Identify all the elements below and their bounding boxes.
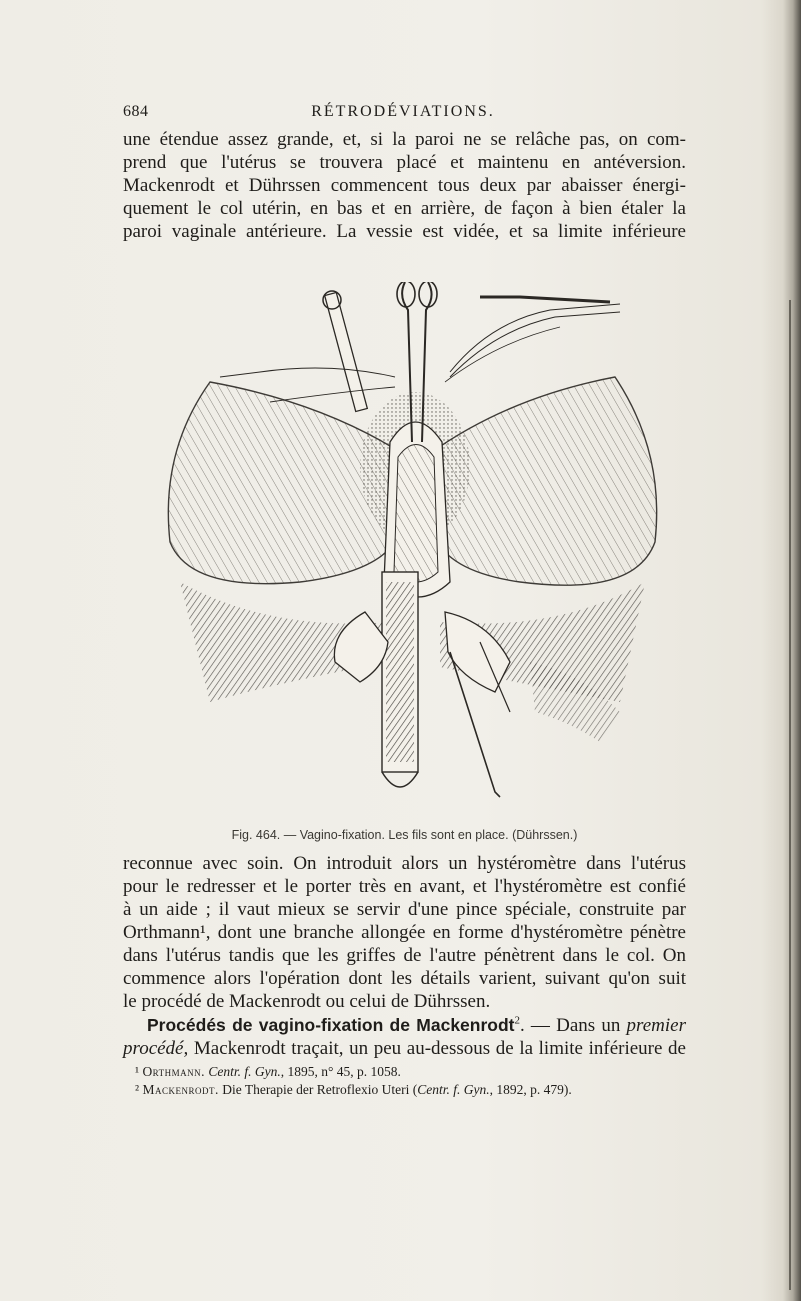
text-line: dans l'utérus tandis que les griffes de l'autre pénètrent dans le col. On (123, 945, 686, 966)
italic-word: procédé, (123, 1038, 189, 1059)
italic-word: premier (626, 1015, 686, 1036)
text-line: pour le redresser et le porter très en avant, et l'hystéromètre est confié (123, 876, 686, 897)
footnote-number: ¹ (135, 1064, 140, 1079)
surgical-illustration (150, 282, 675, 822)
footnote-journal: Centr. f. Gyn. (417, 1082, 490, 1097)
footnote-journal: Centr. f. Gyn. (208, 1064, 281, 1079)
text-line: quement le col utérin, en bas et en arrière, de façon à bien étaler la (123, 198, 686, 219)
text-line: une étendue assez grande, et, si la paroi ne se relâche pas, on com- (123, 129, 686, 150)
footnote-text: Die Therapie der Retroflexio Uteri ( (218, 1082, 418, 1097)
figure-caption: Fig. 464. — Vagino-fixation. Les fils sont en place. (Dührssen.) (231, 828, 578, 842)
footnote-mark: 2 (514, 1014, 520, 1027)
text-line: le procédé de Mackenrodt ou celui de Dührssen. (123, 991, 491, 1012)
heading-continuation: . — Dans un (520, 1015, 621, 1036)
footnote-number: ² (135, 1082, 140, 1097)
footnote-author: Mackenrodt. (142, 1082, 219, 1097)
text-run: Mackenrodt traçait, un peu au-dessous de la limite inférieure de (188, 1038, 686, 1059)
footnote-text: , 1895, n° 45, p. 1058. (280, 1064, 401, 1079)
page-number: 684 (123, 103, 149, 120)
footnote-1 (135, 1063, 698, 1081)
section-heading-line (147, 1014, 686, 1037)
footnote-author: Orthmann. (142, 1064, 206, 1079)
page-header (123, 103, 683, 125)
section-line-2 (123, 1037, 686, 1060)
page-edge-shadow (783, 0, 801, 1301)
footnote-text: , 1892, p. 479). (489, 1082, 572, 1097)
text-line: prend que l'utérus se trouvera placé et maintenu en antéversion. (123, 152, 686, 173)
text-line: à un aide ; il vaut mieux se servir d'une pince spéciale, construite par (123, 899, 686, 920)
text-line: commence alors l'opération dont les détails varient, suivant qu'on suit (123, 968, 686, 989)
text-line: Orthmann¹, dont une branche allongée en forme d'hystéromètre pénètre (123, 922, 686, 943)
text-line: paroi vaginale antérieure. La vessie est vidée, et sa limite inférieure (123, 221, 686, 242)
section-heading: Procédés de vagino-fixation de Mackenrodt (147, 1015, 515, 1035)
engraving-figure (150, 282, 675, 822)
footnote-2 (135, 1081, 698, 1099)
text-line: reconnue avec soin. On introduit alors un hystéromètre dans l'utérus (123, 853, 686, 874)
page-edge-line (789, 300, 791, 1290)
running-title: RÉTRODÉVIATIONS. (311, 103, 495, 120)
text-line: Mackenrodt et Dührssen commencent tous deux par abaisser énergi- (123, 175, 686, 196)
